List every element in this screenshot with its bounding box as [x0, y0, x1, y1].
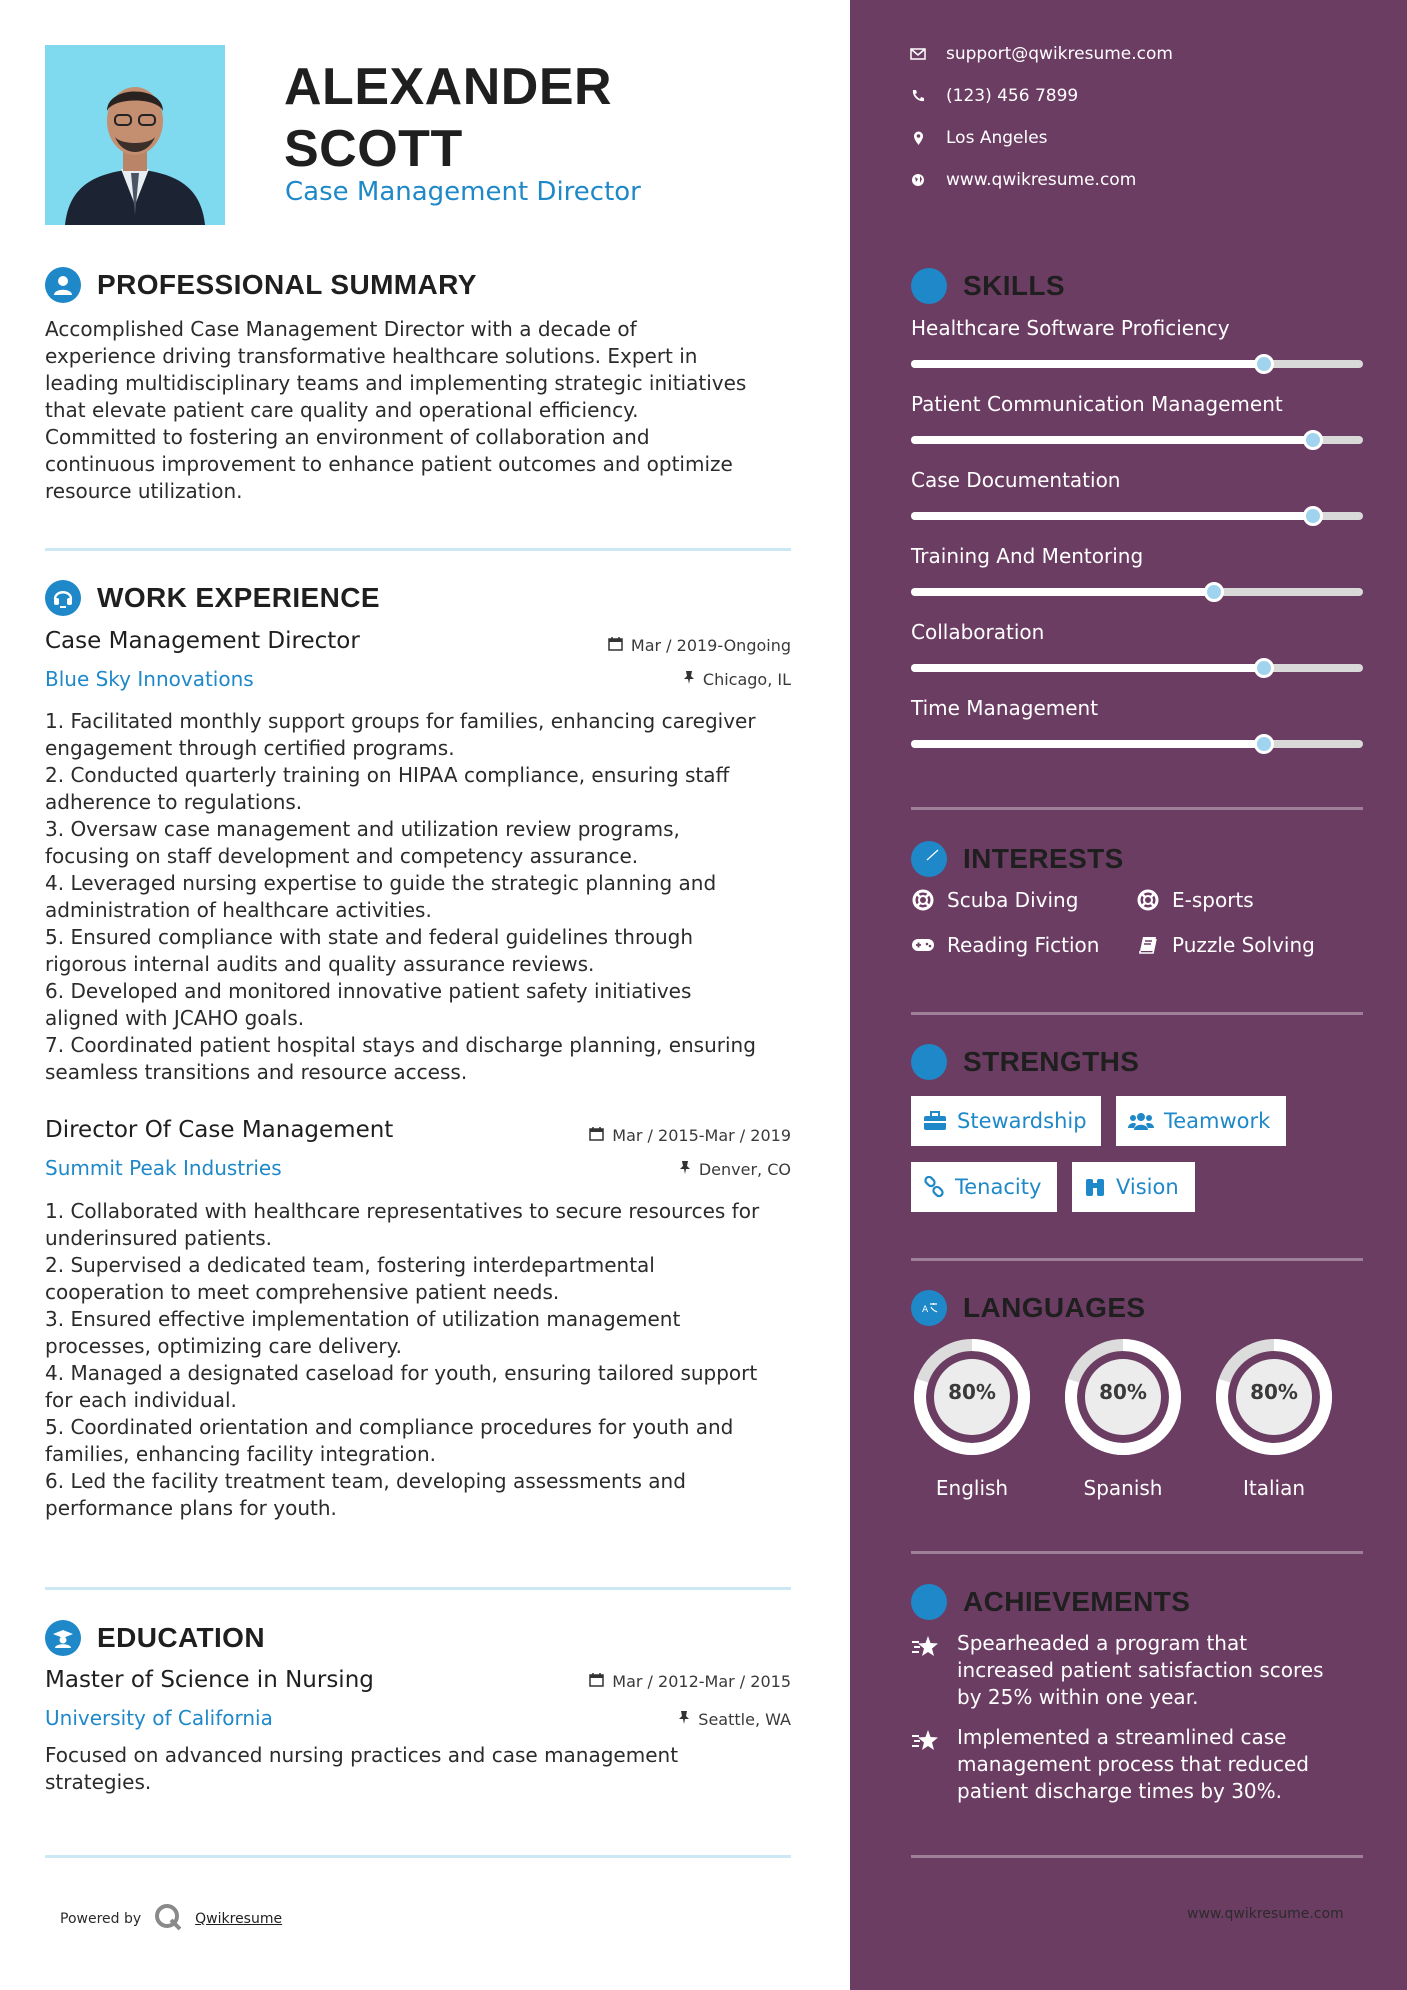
- education-location: [678, 1710, 791, 1729]
- duty-line: 1. Facilitated monthly support groups for families, enhancing caregiver: [45, 709, 756, 733]
- strengths-title: STRENGTHS: [963, 1046, 1140, 1077]
- fist-icon: [911, 1044, 947, 1080]
- job-title: Director Of Case Management: [45, 1117, 394, 1143]
- strengths-heading: [911, 1044, 1139, 1080]
- skill-bar-fill: [911, 436, 1313, 444]
- degree-title: Master of Science in Nursing: [45, 1667, 374, 1693]
- star-badge-icon: [911, 1584, 947, 1620]
- skill-bar: [911, 664, 1363, 672]
- interests-heading: [911, 841, 1124, 877]
- skill-label: Case Documentation: [911, 468, 1121, 492]
- list-item: [45, 1360, 805, 1414]
- contact-email-text[interactable]: support@qwikresume.com: [946, 44, 1173, 64]
- interest-item: [1136, 933, 1315, 957]
- duty-line: 3. Ensured effective implementation of utilization management: [45, 1307, 681, 1331]
- achievement-line: patient discharge times by 30%.: [957, 1779, 1283, 1803]
- job-title: Case Management Director: [45, 628, 360, 654]
- achievement-text: [957, 1724, 1309, 1805]
- strength-badge: [1072, 1162, 1195, 1212]
- summary-line: resource utilization.: [45, 479, 243, 503]
- strength-badge: [1116, 1096, 1286, 1146]
- duty-line: 3. Oversaw case management and utilization review programs,: [45, 817, 680, 841]
- star-icon: [911, 1630, 945, 1711]
- duties-list: [45, 708, 805, 1086]
- phone-icon: [910, 89, 926, 103]
- skill-level-knob: [1254, 354, 1274, 374]
- paper-plane-icon: [911, 841, 947, 877]
- skill-label: Healthcare Software Proficiency: [911, 316, 1230, 340]
- pin-icon: [679, 1160, 691, 1179]
- achievement-line: management process that reduced: [957, 1752, 1309, 1776]
- footer-powered-by: [60, 1902, 282, 1936]
- skills-heading: [911, 268, 1065, 304]
- list-item: [45, 924, 805, 978]
- list-item: [45, 816, 805, 870]
- duty-line: processes, optimizing care delivery.: [45, 1334, 402, 1358]
- languages-title: LANGUAGES: [963, 1292, 1146, 1323]
- skill-bar: [911, 436, 1363, 444]
- achievements-title: ACHIEVEMENTS: [963, 1586, 1191, 1617]
- education-location-text: Seattle, WA: [698, 1710, 791, 1729]
- experience-heading: [45, 580, 380, 616]
- strength-label: Tenacity: [955, 1175, 1042, 1199]
- name-line-2: SCOTT: [284, 120, 463, 178]
- duty-line: 4. Leveraged nursing expertise to guide the strategic planning and: [45, 871, 717, 895]
- skill-bar: [911, 588, 1363, 596]
- candidate-name: [284, 56, 612, 180]
- svg-text:A: A: [922, 1305, 929, 1315]
- education-desc-line: Focused on advanced nursing practices and case management: [45, 1743, 679, 1767]
- strength-badge: [911, 1096, 1101, 1146]
- interest-label: Reading Fiction: [947, 933, 1100, 957]
- summary-line: continuous improvement to enhance patient outcomes and optimize: [45, 452, 733, 476]
- language-item: [911, 1336, 1033, 1500]
- skill-level-knob: [1204, 582, 1224, 602]
- achievement-item: [911, 1724, 1351, 1805]
- job-dates-text: Mar / 2019-Ongoing: [630, 636, 791, 655]
- book-icon: [1136, 935, 1160, 955]
- achievement-item: [911, 1630, 1351, 1711]
- lifebuoy-icon: [1136, 889, 1160, 911]
- skill-label: Time Management: [911, 696, 1099, 720]
- skill-bar-fill: [911, 360, 1264, 368]
- achievement-line: Spearheaded a program that: [957, 1631, 1248, 1655]
- contact-website-text[interactable]: www.qwikresume.com: [946, 170, 1137, 190]
- duty-line: adherence to regulations.: [45, 790, 303, 814]
- strength-label: Vision: [1116, 1175, 1179, 1199]
- strength-label: Teamwork: [1164, 1109, 1271, 1133]
- qwikresume-logo-icon: [153, 1902, 183, 1936]
- school-name: University of California: [45, 1706, 273, 1730]
- interest-item: [911, 888, 1078, 912]
- footer-website[interactable]: www.qwikresume.com: [1187, 1906, 1344, 1922]
- summary-heading: [45, 267, 477, 303]
- achievement-line: by 25% within one year.: [957, 1685, 1199, 1709]
- section-divider: [45, 1587, 791, 1590]
- skill-bar: [911, 740, 1363, 748]
- contact-email: [910, 44, 1173, 64]
- duty-line: cooperation to meet comprehensive patient needs.: [45, 1280, 560, 1304]
- language-name: Spanish: [1083, 1476, 1163, 1500]
- duty-line: performance plans for youth.: [45, 1496, 337, 1520]
- powered-by-label: Powered by: [60, 1911, 142, 1927]
- list-item: [45, 762, 805, 816]
- skill-bar: [911, 360, 1363, 368]
- list-item: [45, 1252, 805, 1306]
- job-location-text: Chicago, IL: [702, 670, 791, 689]
- summary-line: Committed to fostering an environment of collaboration and: [45, 425, 650, 449]
- skill-bar-fill: [911, 512, 1313, 520]
- name-line-1: ALEXANDER: [284, 58, 613, 116]
- globe-icon: [910, 173, 926, 187]
- pin-icon: [683, 670, 695, 689]
- job-dates-text: Mar / 2015-Mar / 2019: [612, 1126, 791, 1145]
- language-name: Italian: [1242, 1476, 1306, 1500]
- star-icon: [911, 1724, 945, 1805]
- duty-line: for each individual.: [45, 1388, 237, 1412]
- summary-line: that elevate patient care quality and operational efficiency.: [45, 398, 639, 422]
- skill-bar-fill: [911, 588, 1214, 596]
- summary-line: leading multidisciplinary teams and implementing strategic initiatives: [45, 371, 747, 395]
- interest-label: E-sports: [1172, 888, 1254, 912]
- candidate-role: Case Management Director: [285, 177, 641, 207]
- language-percent: 80%: [1099, 1380, 1147, 1404]
- skill-label: Training And Mentoring: [911, 544, 1144, 568]
- list-item: [45, 978, 805, 1032]
- skill-bar-fill: [911, 664, 1264, 672]
- education-desc-line: strategies.: [45, 1770, 152, 1794]
- link-icon: [923, 1176, 945, 1198]
- calendar-icon: [608, 636, 623, 655]
- duty-line: engagement through certified programs.: [45, 736, 455, 760]
- qwikresume-link[interactable]: Qwikresume: [195, 1911, 283, 1927]
- duty-line: 2. Supervised a dedicated team, fostering interdepartmental: [45, 1253, 655, 1277]
- language-item: [1062, 1336, 1184, 1500]
- interest-label: Scuba Diving: [947, 888, 1079, 912]
- duty-line: 5. Ensured compliance with state and federal guidelines through: [45, 925, 694, 949]
- list-item: [45, 1414, 805, 1468]
- binoculars-icon: [1084, 1176, 1106, 1198]
- duty-line: administration of healthcare activities.: [45, 898, 432, 922]
- users-icon: [1128, 1111, 1154, 1131]
- sidebar-divider: [911, 1855, 1363, 1858]
- job-dates: [589, 1126, 791, 1145]
- skill-level-knob: [1254, 658, 1274, 678]
- language-name: English: [935, 1476, 1009, 1500]
- sidebar-divider: [911, 1258, 1363, 1261]
- job-location: [679, 1160, 791, 1179]
- skill-bar: [911, 512, 1363, 520]
- duty-line: focusing on staff development and competency assurance.: [45, 844, 639, 868]
- strength-badge: [911, 1162, 1057, 1212]
- duty-line: aligned with JCAHO goals.: [45, 1006, 305, 1030]
- interest-label: Puzzle Solving: [1172, 933, 1315, 957]
- profile-photo: [45, 45, 225, 225]
- achievement-text: [957, 1630, 1324, 1711]
- summary-line: Accomplished Case Management Director with a decade of: [45, 317, 637, 341]
- calendar-icon: [589, 1126, 604, 1145]
- sidebar-divider: [911, 1551, 1363, 1554]
- strength-label: Stewardship: [957, 1109, 1087, 1133]
- contact-phone: [910, 86, 1078, 106]
- language-item: [1213, 1336, 1335, 1500]
- duty-line: 6. Led the facility treatment team, developing assessments and: [45, 1469, 686, 1493]
- list-item: [45, 1032, 805, 1086]
- summary-title: PROFESSIONAL SUMMARY: [97, 269, 477, 300]
- job-dates: [608, 636, 791, 655]
- pin-icon: [678, 1710, 690, 1729]
- skills-title: SKILLS: [963, 270, 1065, 301]
- briefcase-icon: [923, 1111, 947, 1131]
- interest-item: [1136, 888, 1254, 912]
- languages-heading: [911, 1290, 1146, 1326]
- duties-list: [45, 1198, 805, 1522]
- skill-label: Collaboration: [911, 620, 1045, 644]
- skill-level-knob: [1254, 734, 1274, 754]
- gamepad-icon: [911, 937, 935, 953]
- education-dates: [589, 1672, 791, 1691]
- duty-line: underinsured patients.: [45, 1226, 272, 1250]
- contact-website: [910, 170, 1136, 190]
- duty-line: 2. Conducted quarterly training on HIPAA compliance, ensuring staff: [45, 763, 730, 787]
- list-item: [45, 1468, 805, 1522]
- graduate-icon: [45, 1620, 81, 1656]
- language-percent: 80%: [948, 1380, 996, 1404]
- summary-text: [45, 316, 825, 505]
- language-percent: 80%: [1250, 1380, 1298, 1404]
- skill-label: Patient Communication Management: [911, 392, 1283, 416]
- company-name: Blue Sky Innovations: [45, 667, 254, 691]
- education-heading: [45, 1620, 265, 1656]
- interest-item: [911, 933, 1099, 957]
- duty-line: 7. Coordinated patient hospital stays and discharge planning, ensuring: [45, 1033, 756, 1057]
- duty-line: 5. Coordinated orientation and compliance procedures for youth and: [45, 1415, 734, 1439]
- summary-line: experience driving transformative healthcare solutions. Expert in: [45, 344, 698, 368]
- sidebar-divider: [911, 1012, 1363, 1015]
- duty-line: 6. Developed and monitored innovative patient safety initiatives: [45, 979, 692, 1003]
- interests-title: INTERESTS: [963, 843, 1124, 874]
- user-icon: [45, 267, 81, 303]
- achievement-line: Implemented a streamlined case: [957, 1725, 1287, 1749]
- list-item: [45, 1306, 805, 1360]
- achievements-heading: [911, 1584, 1190, 1620]
- map-marker-icon: [910, 131, 926, 146]
- headset-icon: [45, 580, 81, 616]
- duty-line: families, enhancing facility integration.: [45, 1442, 436, 1466]
- sidebar-divider: [911, 807, 1363, 810]
- translate-icon: [911, 1290, 947, 1326]
- contact-location: [910, 128, 1048, 148]
- calendar-icon: [589, 1672, 604, 1691]
- section-divider: [45, 1855, 791, 1858]
- education-title: EDUCATION: [97, 1622, 265, 1653]
- job-location-text: Denver, CO: [698, 1160, 791, 1179]
- education-dates-text: Mar / 2012-Mar / 2015: [612, 1672, 791, 1691]
- skill-bar-fill: [911, 740, 1264, 748]
- contact-phone-text[interactable]: (123) 456 7899: [946, 86, 1079, 106]
- education-description: [45, 1742, 805, 1796]
- list-item: [45, 870, 805, 924]
- list-item: [45, 708, 805, 762]
- company-name: Summit Peak Industries: [45, 1156, 282, 1180]
- achievement-line: increased patient satisfaction scores: [957, 1658, 1324, 1682]
- section-divider: [45, 548, 791, 551]
- job-location: [683, 670, 791, 689]
- lifebuoy-icon: [911, 889, 935, 911]
- duty-line: 4. Managed a designated caseload for youth, ensuring tailored support: [45, 1361, 758, 1385]
- duty-line: rigorous internal audits and quality assurance reviews.: [45, 952, 595, 976]
- contact-location-text: Los Angeles: [946, 128, 1048, 148]
- list-item: [45, 1198, 805, 1252]
- duty-line: seamless transitions and resource access.: [45, 1060, 468, 1084]
- duty-line: 1. Collaborated with healthcare representatives to secure resources for: [45, 1199, 760, 1223]
- envelope-icon: [910, 48, 926, 60]
- lightbulb-icon: [911, 268, 947, 304]
- experience-title: WORK EXPERIENCE: [97, 582, 380, 613]
